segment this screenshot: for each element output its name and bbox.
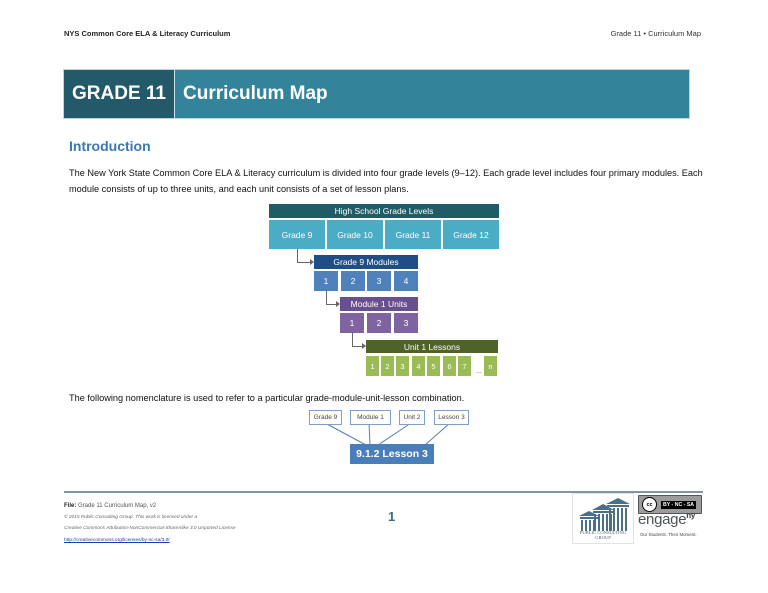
lessons-ellipsis: ... <box>476 368 482 375</box>
lesson-box: 3 <box>396 356 409 376</box>
running-header-right: Grade 11 • Curriculum Map <box>610 29 701 38</box>
lesson-box: 6 <box>443 356 456 376</box>
footer-file-info <box>64 503 156 509</box>
units-header: Module 1 Units <box>340 297 418 311</box>
nomenclature-part-unit: Unit 2 <box>399 410 425 425</box>
banner-title: Curriculum Map <box>175 70 689 118</box>
license-link[interactable]: http://creativecommons.org/licenses/by-nc-sa/3.0/ <box>64 538 170 543</box>
module-box: 4 <box>394 271 418 291</box>
nomenclature-part-lesson: Lesson 3 <box>434 410 469 425</box>
module-box: 2 <box>341 271 365 291</box>
lessons-header: Unit 1 Lessons <box>366 340 498 353</box>
grade-level-box: Grade 9 <box>269 220 325 249</box>
footer-file-value: Grade 11 Curriculum Map, v2 <box>78 503 157 509</box>
unit-box: 3 <box>394 313 418 333</box>
modules-header: Grade 9 Modules <box>314 255 418 269</box>
connector-line <box>297 249 310 263</box>
nomenclature-paragraph: The following nomenclature is used to refer to a particular grade-module-unit-lesson combination. <box>69 393 465 403</box>
pcg-logo-text: PUBLIC CONSULTING GROUP <box>579 530 627 540</box>
engage-text: engage <box>638 511 687 528</box>
pcg-logo <box>572 493 634 544</box>
lesson-box: 1 <box>366 356 379 376</box>
nomenclature-part-module: Module 1 <box>350 410 391 425</box>
module-box: 3 <box>367 271 391 291</box>
lesson-box: 4 <box>412 356 425 376</box>
lesson-box: 5 <box>427 356 440 376</box>
grade-level-box: Grade 10 <box>327 220 383 249</box>
grade-levels-header: High School Grade Levels <box>269 204 499 218</box>
columns-building-icon <box>573 496 633 534</box>
footer-license: Creative Commons Attribution-NonCommercial-ShareAlike 3.0 Unported License <box>64 526 236 531</box>
engageny-tagline: Our Students. Their Moment. <box>640 532 697 537</box>
nomenclature-part-grade: Grade 9 <box>309 410 342 425</box>
unit-box: 1 <box>340 313 364 333</box>
nomenclature-result: 9.1.2 Lesson 3 <box>350 444 434 464</box>
banner-grade-label: GRADE 11 <box>64 70 175 118</box>
title-banner <box>64 70 689 118</box>
module-box: 1 <box>314 271 338 291</box>
engage-sup: ny <box>686 511 696 520</box>
lesson-box: n <box>484 356 497 376</box>
lesson-box: 2 <box>381 356 394 376</box>
section-heading-introduction: Introduction <box>69 138 151 154</box>
page-number: 1 <box>388 509 396 524</box>
cc-badge-text: BY - NC - SA <box>663 501 695 508</box>
footer-file-label: File: <box>64 503 77 509</box>
running-header-left: NYS Common Core ELA & Literacy Curriculum <box>64 29 231 38</box>
introduction-paragraph: The New York State Common Core ELA & Literacy curriculum is divided into four grade levels (9–12). Each grade level includes four primary modules. Each module consists of up to three units, and each unit consists of a set of lesson plans. <box>69 168 703 194</box>
creative-commons-icon: cc <box>642 497 657 512</box>
grade-level-box: Grade 11 <box>385 220 441 249</box>
lesson-box: 7 <box>458 356 471 376</box>
footer-copyright: © 2015 Public Consulting Group. This work is licensed under a <box>64 515 198 520</box>
unit-box: 2 <box>367 313 391 333</box>
engageny-logo <box>638 511 695 528</box>
grade-level-box: Grade 12 <box>443 220 499 249</box>
